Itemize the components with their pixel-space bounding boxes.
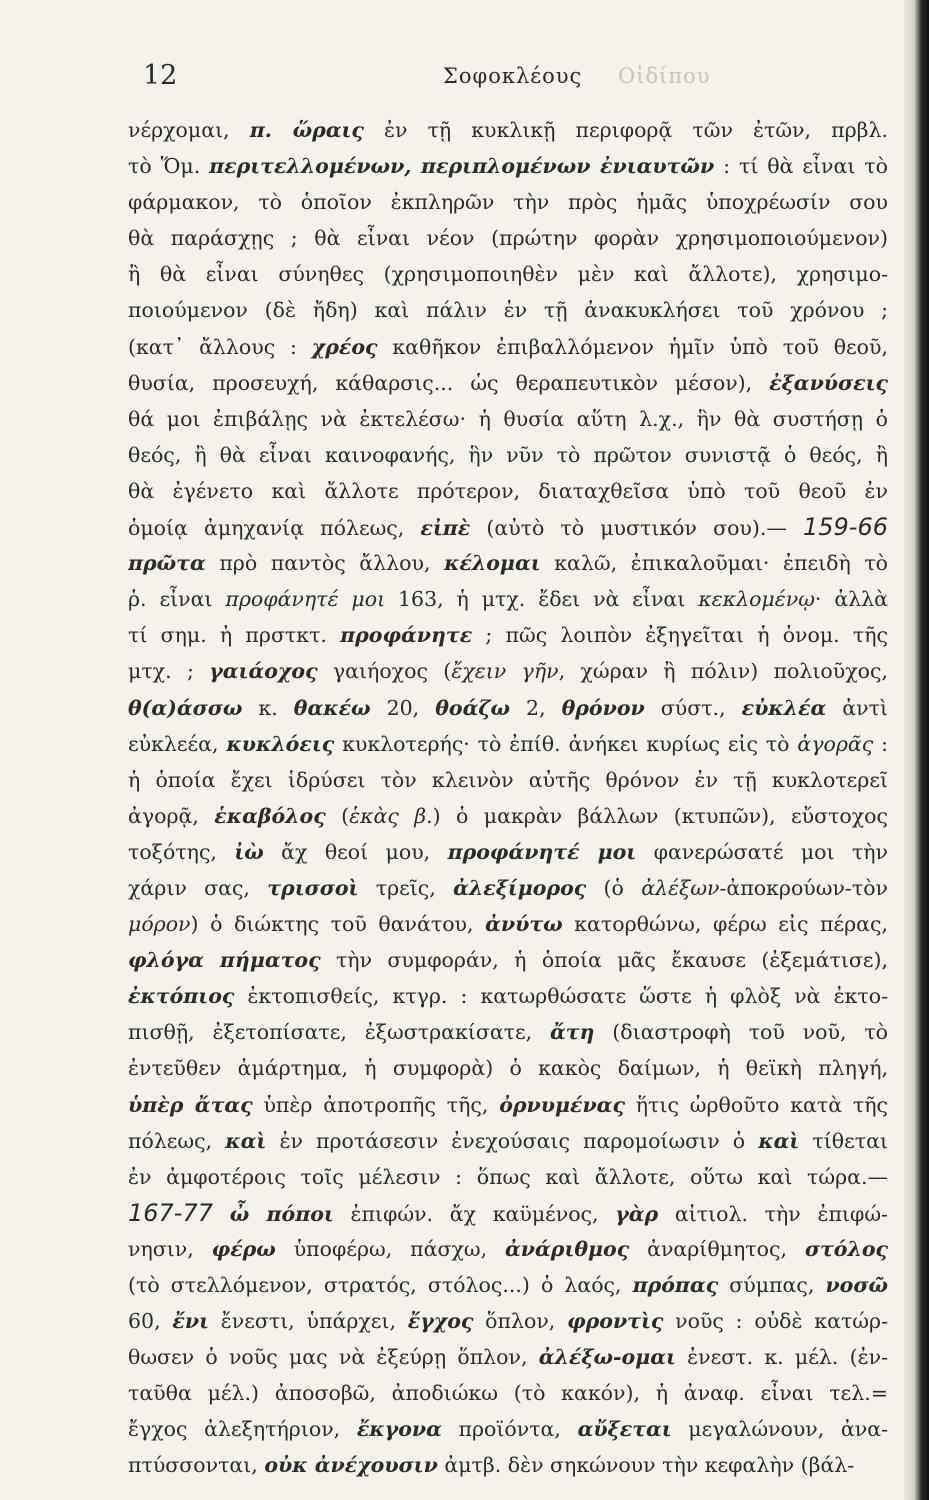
lemma-term: αὔξεται: [577, 1417, 672, 1442]
text-segment: ὁμοίᾳ ἀμηχανίᾳ πόλεως,: [128, 516, 421, 541]
text-segment: μόρον: [128, 912, 191, 937]
text-line: [128, 509, 888, 545]
text-segment: ) ὁ διώκτης τοῦ θανάτου,: [190, 912, 486, 937]
text-segment: κεκλομένῳ: [698, 587, 815, 612]
text-line: [128, 148, 888, 184]
lemma-term: γὰρ: [615, 1201, 659, 1226]
text-segment: ἥτις ὠρθοῦτο κατὰ τῆς: [624, 1092, 888, 1117]
lemma-term: καὶ: [758, 1128, 800, 1153]
text-segment: θὰ ἐγένετο καὶ ἄλλοτε πρότερον, διαταχθεῖσα ὑπὸ τοῦ θεοῦ ἐν: [128, 478, 888, 503]
text-segment: ἄχ θεοί μου,: [263, 839, 448, 864]
text-segment: ποιούμενον (δὲ ἤδη) καὶ πάλιν ἐν τῇ ἀνακυκλήσει τοῦ χρόνου ;: [128, 298, 888, 323]
page-header: [143, 60, 903, 96]
text-segment: καθῆκον ἐπιβαλλόμενον ἡμῖν ὑπὸ τοῦ θεοῦ,: [377, 334, 888, 359]
text-segment: : τί θὰ εἶναι τὸ: [714, 154, 888, 179]
text-segment: θά μοι ἐπιβάλῃς νὰ ἐκτελέσω· ἡ θυσία αὕτη λ.χ., ἣν θὰ συστήσῃ ὁ: [128, 406, 888, 431]
text-line: [128, 942, 888, 978]
text-line: [128, 112, 888, 148]
lemma-term: ἐκτόπιος: [128, 984, 235, 1009]
text-segment: κατορθώνω, φέρω εἰς πέρας,: [562, 912, 888, 937]
text-line: [128, 906, 888, 942]
text-line: [128, 329, 888, 365]
text-segment: θὰ παράσχῃς ; θὰ εἶναι νέον (πρώτην φορὰν χρησιμοποιούμενον): [128, 226, 888, 251]
text-segment: ἔχειν γῆν: [451, 659, 559, 684]
text-line: [128, 834, 888, 870]
text-segment: 60,: [128, 1309, 173, 1334]
lemma-term: θακέω: [293, 695, 371, 720]
text-line: [128, 653, 888, 689]
lemma-term: ἑκαβόλος: [214, 803, 326, 828]
lemma-term: θ(α)άσσω: [128, 695, 243, 720]
text-line: [128, 726, 888, 762]
text-segment: (τὸ στελλόμενον, στρατός, στόλος...) ὁ λαός,: [128, 1273, 633, 1297]
lemma-term: νοσῶ: [825, 1273, 888, 1297]
text-segment: ῥ. εἶναι: [128, 587, 226, 612]
text-segment: [213, 1202, 230, 1226]
text-segment: μεγαλώνουν, ἀνα-: [671, 1417, 888, 1442]
text-segment: ἀλέξων: [641, 875, 720, 900]
text-segment: · ἀλλὰ: [814, 587, 888, 612]
text-segment: -ἀποκρούων-τὸν: [719, 875, 888, 900]
text-line: [128, 1411, 888, 1447]
text-segment: τὴν συμφοράν, ἡ ὁποία μᾶς ἔκαυσε (ἐξεμάτισε),: [320, 948, 888, 973]
text-segment: πόλεως,: [128, 1128, 226, 1153]
text-segment: ἔνεστι, ὑπάρχει,: [209, 1309, 408, 1334]
lemma-term: πρόπας: [632, 1273, 719, 1297]
text-segment: (κατ᾿ ἄλλους :: [128, 334, 312, 359]
lemma-term: ἀλέξω-ομαι: [538, 1345, 676, 1370]
text-segment: ἀμτβ. δὲν σηκώνουν τὴν κεφαλὴν (βάλ-: [437, 1453, 855, 1478]
text-segment: ταῦθα μέλ.) ἀποσοβῶ, ἀποδιώκω (τὸ κακόν), ἡ ἀναφ. εἶναι τελ.=: [128, 1381, 888, 1406]
lemma-term: οὐκ ἀνέχουσιν: [264, 1453, 438, 1478]
text-segment: τίθεται: [799, 1128, 888, 1153]
text-line: [128, 437, 888, 473]
lemma-term: ἀνύτω: [485, 912, 563, 937]
lemma-term: ἔνι: [172, 1309, 209, 1334]
text-segment: ἐνεστ. κ. μέλ. (ἐν-: [675, 1345, 888, 1370]
text-segment: ἀναρίθμητος,: [629, 1236, 805, 1261]
lemma-term: χρέος: [311, 334, 378, 359]
lemma-term: ὀρνυμένας: [499, 1092, 625, 1117]
text-line: [128, 365, 888, 401]
text-segment: αἰτιολ. τὴν ἐπιφώ-: [658, 1201, 888, 1226]
text-segment: πρὸ παντὸς ἄλλου,: [205, 551, 445, 576]
text-segment: ἡ ὁποία ἔχει ἱδρύσει τὸν κλεινὸν αὐτῆς θρόνον ἐν τῇ κυκλοτερεῖ: [128, 767, 888, 792]
text-segment: ἀγορᾶς: [797, 731, 874, 756]
text-line: [128, 581, 888, 617]
text-line: [128, 1050, 888, 1086]
text-segment: ἐκτοπισθείς, κτγρ. : κατωρθώσατε ὥστε ἡ φλὸξ νὰ ἐκτο-: [234, 984, 888, 1009]
text-line: [128, 184, 888, 220]
lemma-term: τρισσοὶ: [267, 875, 359, 900]
lemma-term: π. ὥραις: [249, 118, 364, 142]
text-line: [128, 690, 888, 726]
text-segment: σύστ.,: [644, 695, 742, 720]
text-segment: (ὁ: [586, 875, 642, 900]
text-line: [128, 1303, 888, 1339]
text-segment: 163, ἡ μτχ. ἔδει νὰ εἶναι: [385, 587, 699, 612]
text-segment: ἐν τῇ κυκλικῇ περιφορᾷ τῶν ἐτῶν, πρβλ.: [363, 118, 888, 142]
text-segment: ; πῶς λοιπὸν ἐξηγεῖται ἡ ὀνομ. τῆς: [472, 623, 888, 648]
text-segment: νέρχομαι,: [128, 118, 250, 142]
text-segment: ἔγχος ἀλεξητήριον,: [128, 1417, 357, 1442]
text-segment: θεός, ἢ θὰ εἶναι καινοφανής, ἣν νῦν τὸ πρῶτον συνιστᾷ ὁ θεός, ἢ: [128, 442, 888, 467]
text-line: [128, 1447, 888, 1483]
lemma-term: προφάνητέ μοι: [447, 839, 637, 864]
lemma-term: ἰὼ: [234, 839, 264, 864]
text-segment: εὐκλεέα,: [128, 731, 227, 756]
text-segment: ὑπὲρ ἀποτροπῆς τῆς,: [252, 1092, 500, 1117]
text-segment: , χώραν ἢ πόλιν) πολιοῦχος,: [558, 659, 888, 684]
text-segment: 20,: [370, 695, 436, 720]
lemma-term: πρῶτα: [128, 551, 206, 576]
text-line: [128, 1231, 888, 1267]
text-line: [128, 1339, 888, 1375]
text-line: [128, 545, 888, 581]
text-segment: ἢ θὰ εἶναι σύνηθες (χρησιμοποιηθὲν μὲν καὶ ἄλλοτε), χρησιμο-: [128, 262, 888, 287]
text-segment: ὑποφέρω, πάσχω,: [275, 1236, 506, 1261]
text-segment: νησιν,: [128, 1236, 212, 1261]
text-line: [128, 762, 888, 798]
lemma-term: ὑπὲρ ἄτας: [128, 1092, 253, 1117]
text-line: [128, 870, 888, 906]
text-line: [128, 978, 888, 1014]
running-head: Σοφοκλέους: [443, 64, 583, 88]
text-segment: μτχ. ;: [128, 659, 210, 684]
text-line: [128, 798, 888, 834]
lemma-term: ἀνάριθμος: [505, 1236, 630, 1261]
verse-range: 159-66: [803, 513, 888, 542]
commentary-text: [128, 112, 888, 1484]
text-segment: ἐν προτάσεσιν ἐνεχούσαις παρομοίωσιν ὁ: [266, 1128, 759, 1153]
page-number: 12: [143, 60, 178, 91]
text-line: [128, 1195, 888, 1231]
text-line: [128, 1014, 888, 1050]
text-segment: ἐντεῦθεν ἁμάρτημα, ἡ συμφορὰ) ὁ κακὸς δαίμων, ἡ θεϊκὴ πληγή,: [128, 1056, 888, 1081]
text-segment: χάριν σας,: [128, 875, 268, 900]
lemma-term: φέρω: [211, 1236, 276, 1261]
text-segment: τὸ Ὅμ.: [128, 154, 210, 179]
lemma-term: ἀλεξίμορος: [453, 875, 587, 900]
text-segment: ἐν ἀμφοτέροις τοῖς μέλεσιν : ὅπως καὶ ἄλλοτε, οὕτω καὶ τώρα.—: [128, 1164, 888, 1189]
text-segment: πτύσσονται,: [128, 1453, 265, 1478]
text-line: [128, 617, 888, 653]
text-segment: σύμπας,: [718, 1273, 826, 1297]
lemma-term: γαιάοχος: [209, 659, 318, 684]
lemma-term: θρόνον: [561, 695, 645, 720]
text-segment: καλῶ, ἐπικαλοῦμαι· ἐπειδὴ τὸ: [540, 551, 888, 576]
text-line: [128, 1267, 888, 1303]
text-segment: θωσεν ὁ νοῦς μας νὰ ἐξεύρῃ ὅπλον,: [128, 1345, 539, 1370]
lemma-term: θοάζω: [435, 695, 511, 720]
text-segment: τί σημ. ἡ πρστκτ.: [128, 623, 341, 648]
text-segment: γαιήοχος (: [317, 659, 452, 684]
text-segment: ) ὁ μακρὰν βάλλων (κτυπῶν), εὔστοχος: [432, 803, 888, 828]
lemma-term: φλόγα πήματος: [128, 948, 321, 973]
page-binding-edge: [904, 0, 929, 1500]
text-segment: φανερώσατέ μοι τὴν: [636, 839, 888, 864]
text-line: [128, 1123, 888, 1159]
text-segment: νοῦς : οὐδὲ κατώρ-: [663, 1309, 888, 1334]
lemma-term: προφάνητε: [340, 623, 473, 648]
text-line: [128, 292, 888, 328]
lemma-term: ἔκγονα: [356, 1417, 442, 1442]
text-segment: (διαστροφὴ τοῦ νοῦ, τὸ: [594, 1020, 888, 1045]
text-segment: κυκλοτερής· τὸ ἐπίθ. ἀνήκει κυρίως εἰς τὸ: [334, 731, 798, 756]
lemma-term: κυκλόεις: [226, 731, 335, 756]
lemma-term: ἐξανύσεις: [769, 370, 888, 395]
text-segment: τρεῖς,: [358, 875, 454, 900]
lemma-term: φροντὶς: [567, 1309, 664, 1334]
lemma-term: στόλος: [804, 1236, 888, 1261]
lemma-term: ἔγχος: [407, 1309, 474, 1334]
text-segment: προφάνητέ μοι: [225, 587, 386, 612]
text-line: [128, 256, 888, 292]
lemma-term: εὐκλέα: [741, 695, 827, 720]
text-line: [128, 1375, 888, 1411]
text-segment: 2,: [510, 695, 562, 720]
lemma-term: ὦ πόποι: [229, 1201, 334, 1226]
text-segment: ἀντὶ: [826, 695, 888, 720]
text-segment: κ.: [242, 695, 294, 720]
text-line: [128, 473, 888, 509]
lemma-term: εἰπὲ: [420, 516, 471, 541]
text-segment: (αὐτὸ τὸ μυστικόν σου).—: [470, 516, 803, 541]
text-segment: πισθῇ, ἐξετοπίσατε, ἐξωστρακίσατε,: [128, 1020, 550, 1045]
text-segment: (: [325, 803, 350, 828]
text-segment: :: [873, 731, 888, 756]
lemma-term: ἄτη: [549, 1020, 595, 1045]
text-line: [128, 1087, 888, 1123]
text-line: [128, 401, 888, 437]
text-line: [128, 220, 888, 256]
lemma-term: κέλομαι: [444, 551, 541, 576]
text-segment: θυσία, προσευχή, κάθαρσις... ὡς θεραπευτικὸν μέσον),: [128, 370, 770, 395]
text-segment: ὅπλον,: [473, 1309, 568, 1334]
lemma-term: περιτελλομένων, περιπλομένων ἐνιαυτῶν: [209, 154, 715, 179]
bleed-through-text: Οἰδίπου: [618, 64, 711, 88]
verse-range: 167-77: [128, 1198, 214, 1227]
text-line: [128, 1159, 888, 1195]
lemma-term: καὶ: [225, 1128, 267, 1153]
text-segment: τοξότης,: [128, 839, 235, 864]
text-segment: ἑκὰς β.: [349, 803, 433, 828]
text-segment: προϊόντα,: [441, 1417, 578, 1442]
text-segment: φάρμακον, τὸ ὁποῖον ἐκπληρῶν τὴν πρὸς ἡμᾶς ὑποχρέωσίν σου: [128, 190, 888, 215]
text-segment: ἀγορᾷ,: [128, 803, 215, 828]
text-segment: ἐπιφών. ἄχ καϋμένος,: [333, 1201, 616, 1226]
